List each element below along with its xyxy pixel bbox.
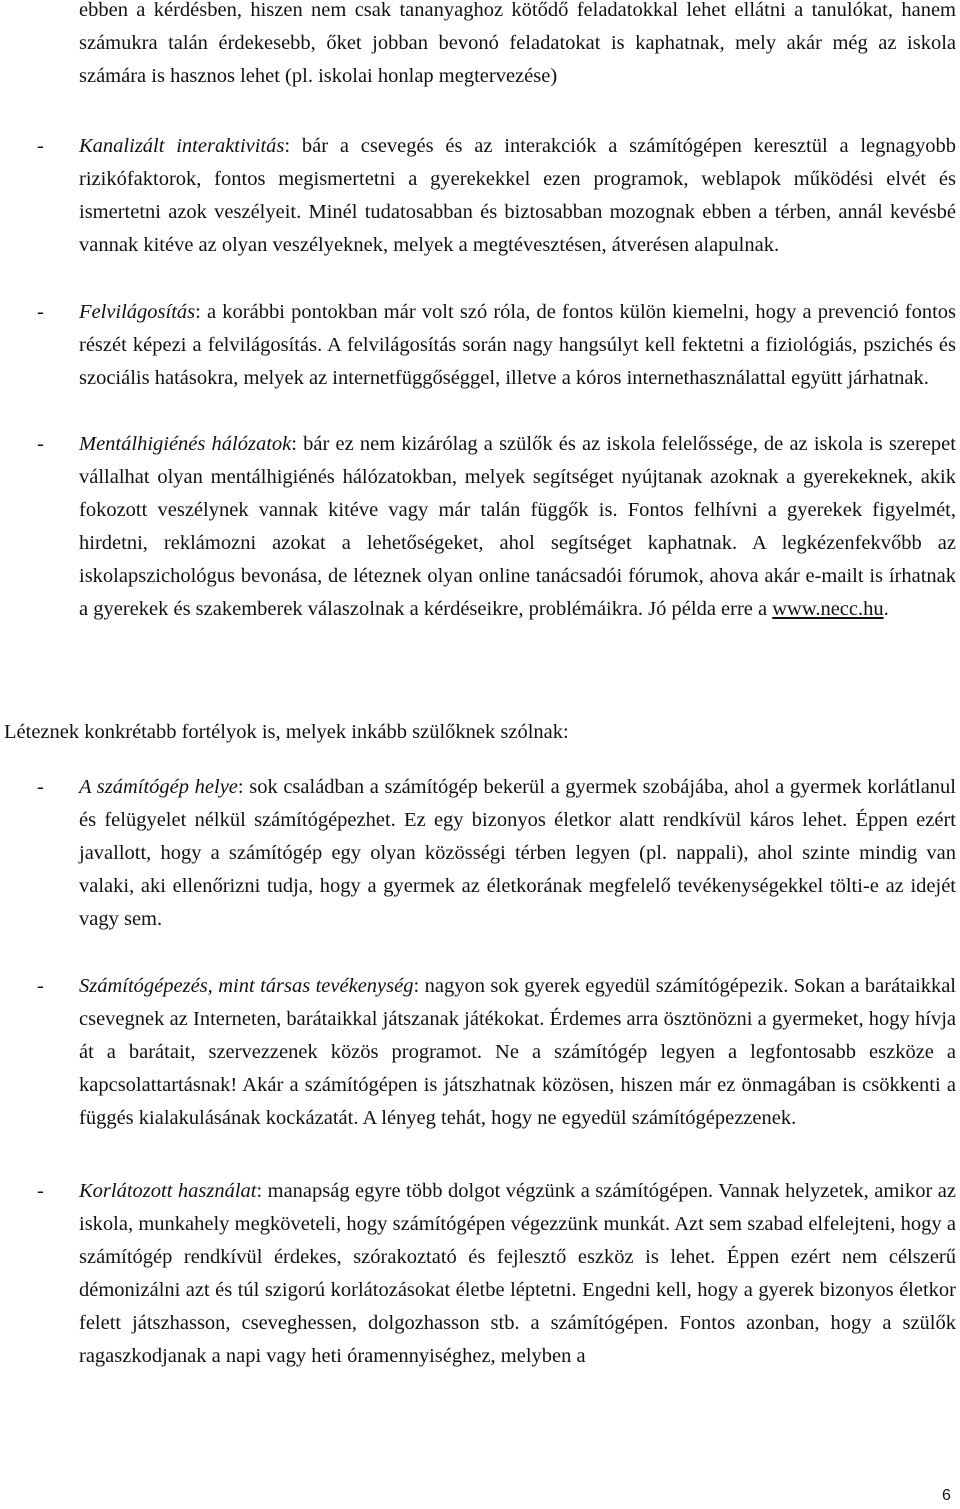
bullet-dash: - [37,975,44,997]
list-item-end: . [883,598,889,620]
list-item-term: Számítógépezés, mint társas tevékenység [79,975,414,997]
necc-link[interactable]: www.necc.hu [772,598,884,620]
list-item-text [79,428,956,626]
list-item-body: : nagyon sok gyerek egyedül számítógépezik. Sokan a barátaikkal csevegnek az Interneten, barátaikkal játszanak játékokat. Érdemes arra ösztönözni a gyermeket, hogy hívja át a barátait, szervezzenek közös programot. Ne a számítógép legyen a legfontosabb eszköze a kapcsolattartásnak! Akár a számítógépen is játszhatnak közösen, hiszen már ez önmagában is csökkenti a függés kialakulásának kockázatát. A lényeg tehát, hogy ne egyedül számítógépezzenek. [79,975,956,1129]
list-item-text [79,130,956,262]
intro-paragraph: Léteznek konkrétabb fortélyok is, melyek inkább szülőknek szólnak: [4,721,569,743]
list-item-text [79,1175,956,1373]
list-item-body: : manapság egyre több dolgot végzünk a számítógépen. Vannak helyzetek, amikor az iskola, munkahely megköveteli, hogy számítógépen végezzünk munkát. Azt sem szabad elfelejteni, hogy a számítógép rendkívül érdekes, szórakoztató és fejlesztő eszköz is lehet. Éppen ezért nem célszerű démonizálni azt és túl szigorú korlátozásokat életbe léptetni. Engedni kell, hogy a gyerek bizonyos életkor felett játszhasson, cseveghessen, dolgozhasson stb. a számítógépen. Fontos azonban, hogy a szülők ragaszkodjanak a napi vagy heti óramennyiséghez, melyben a [79,1180,956,1367]
list-item-term: Mentálhigiénés hálózatok [79,433,292,455]
bullet-dash: - [37,433,44,455]
bullet-dash: - [37,301,44,323]
list-item-term: Felvilágosítás [79,301,196,323]
list-item-body: : sok családban a számítógép bekerül a gyermek szobájába, ahol a gyermek korlátlanul és felügyelet nélkül számítógépezhet. Ez egy bizonyos életkor alatt rendkívül káros lehet. Éppen ezért javallott, hogy a számítógép egy olyan közösségi térben legyen (pl. nappali), ahol szinte mindig van valaki, aki ellenőrizni tudja, hogy a gyermek az életkorának megfelelő tevékenységekkel tölti-e az idejét vagy sem. [79,776,956,930]
list-item-body: : bár a csevegés és az interakciók a számítógépen keresztül a legnagyobb rizikófaktorok, fontos megismertetni a gyerekekkel ezen programok, weblapok működési elvét és ismertetni azok veszélyeit. Minél tudatosabban és biztosabban mozognak ebben a térben, annál kevésbé vannak kitéve az olyan veszélyeknek, melyek a megtévesztésen, átverésen alapulnak. [79,135,956,256]
continuation-paragraph: ebben a kérdésben, hiszen nem csak tananyaghoz kötődő feladatokkal lehet ellátni a tanulókat, hanem számukra talán érdekesebb, őket jobban bevonó feladatokat is kaphatnak, mely akár még az iskola számára is hasznos lehet (pl. iskolai honlap megtervezése) [79,0,956,87]
list-item-body: : a korábbi pontokban már volt szó róla, de fontos külön kiemelni, hogy a prevenció fontos részét képezi a felvilágosítás. A felvilágosítás során nagy hangsúlyt kell fektetni a fiziológiás, pszichés és szociális hatásokra, melyek az internetfüggőséggel, illetve a kóros internethasználattal együtt járhatnak. [79,301,956,389]
list-item-term: Korlátozott használat [79,1180,257,1202]
list-item-term: A számítógép helye [79,776,238,798]
list-item-text [79,771,956,936]
bullet-dash: - [37,135,44,157]
list-item-text [79,296,956,395]
list-item-term: Kanalizált interaktivitás [79,135,285,157]
list-item-body: : bár ez nem kizárólag a szülők és az iskola felelőssége, de az iskola is szerepet vállalhat olyan mentálhigiénés hálózatokban, melyek segítséget nyújtanak azoknak a gyerekeknek, akik fokozott veszélynek vannak kitéve vagy már talán függők is. Fontos felhívni a gyerekek figyelmét, hirdetni, reklámozni azokat a lehetőségeket, ahol segítséget kaphatnak. A legkézenfekvőbb az iskolapszichológus bevonása, de léteznek olyan online tanácsadói fórumok, ahova akár e-mailt is írhatnak a gyerekek és szakemberek válaszolnak a kérdéseikre, problémáikra. Jó példa erre a [79,433,956,620]
list-item-text [79,970,956,1135]
bullet-dash: - [37,776,44,798]
page-number: 6 [942,1487,951,1504]
bullet-dash: - [37,1180,44,1202]
